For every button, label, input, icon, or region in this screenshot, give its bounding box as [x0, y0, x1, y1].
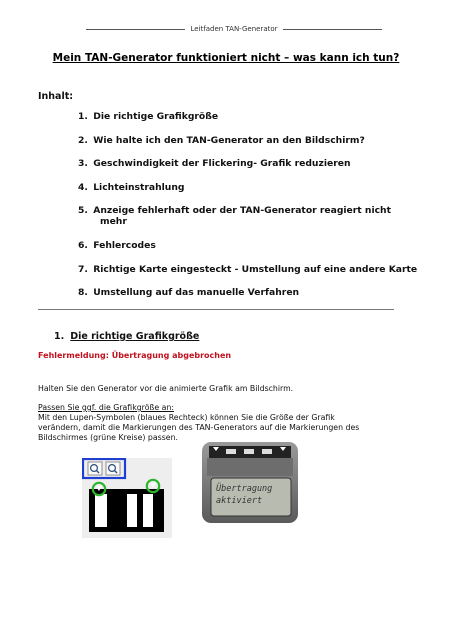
- error-message: Fehlermeldung: Übertragung abgebrochen: [38, 351, 232, 360]
- device-display-line: Übertragung: [216, 484, 273, 494]
- flicker-graphic-figure: [82, 458, 172, 538]
- toc-item[interactable]: 4. Lichteinstrahlung: [78, 182, 185, 193]
- page-header: [86, 25, 382, 33]
- flicker-bar: [127, 494, 137, 527]
- toc-item[interactable]: 6. Fehlercodes: [78, 240, 156, 251]
- paragraph-line: verändern, damit die Markierungen des TAN-Generators auf die Markierungen des: [38, 423, 360, 432]
- zoom-out-icon: [106, 462, 120, 475]
- page-title: Mein TAN-Generator funktioniert nicht – was kann ich tun?: [52, 52, 400, 64]
- device-display-line: aktiviert: [216, 496, 263, 506]
- flicker-bar: [95, 494, 107, 527]
- section-title-text: Die richtige Grafikgröße: [70, 331, 200, 342]
- tan-generator-photo: [200, 440, 300, 525]
- section-number: 1.: [54, 331, 65, 342]
- toc-item-label: Lichteinstrahlung: [93, 182, 185, 193]
- toc-item[interactable]: 5. Anzeige fehlerhaft oder der TAN-Generator reagiert nicht mehr: [78, 205, 391, 227]
- toc-heading: Inhalt:: [38, 91, 74, 102]
- toc-item-label: Geschwindigkeit der Flickering- Grafik reduzieren: [93, 158, 351, 169]
- toc-item[interactable]: 3. Geschwindigkeit der Flickering- Grafik reduzieren: [78, 158, 351, 169]
- paragraph-line: Mit den Lupen-Symbolen (blaues Rechteck) können Sie die Größe der Grafik: [38, 413, 335, 422]
- toc-item-label: Die richtige Grafikgröße: [93, 111, 219, 122]
- toc-item[interactable]: 8. Umstellung auf das manuelle Verfahren: [78, 287, 300, 298]
- toc-item[interactable]: 2. Wie halte ich den TAN-Generator an den Bildschirm?: [78, 135, 365, 146]
- section-divider: [38, 309, 394, 310]
- subheading: Passen Sie ggf. die Grafikgröße an:: [38, 403, 175, 412]
- flicker-bar: [143, 494, 153, 527]
- instruction-text: Halten Sie den Generator vor die animierte Grafik am Bildschirm.: [38, 384, 294, 393]
- section-title: [54, 331, 199, 342]
- toc-item-label: Richtige Karte eingesteckt - Umstellung auf eine andere Karte: [93, 264, 418, 275]
- toc-item-label-continuation: mehr: [100, 216, 127, 227]
- toc-item-label: Umstellung auf das manuelle Verfahren: [93, 287, 300, 298]
- toc-item-label: Anzeige fehlerhaft oder der TAN-Generator reagiert nicht: [93, 205, 391, 216]
- zoom-in-icon: [88, 462, 102, 475]
- header-rule-left: [86, 29, 185, 30]
- header-rule-right: [283, 29, 382, 30]
- paragraph-line: Bildschirmes (grüne Kreise) passen.: [38, 433, 179, 442]
- toc-item[interactable]: 1. Die richtige Grafikgröße: [78, 111, 219, 122]
- toc-item-label: Fehlercodes: [93, 240, 156, 251]
- toc-item-label: Wie halte ich den TAN-Generator an den Bildschirm?: [93, 135, 365, 146]
- header-text: Leitfaden TAN-Generator: [190, 25, 278, 33]
- toc-item[interactable]: 7. Richtige Karte eingesteckt - Umstellung auf eine andere Karte: [78, 264, 418, 275]
